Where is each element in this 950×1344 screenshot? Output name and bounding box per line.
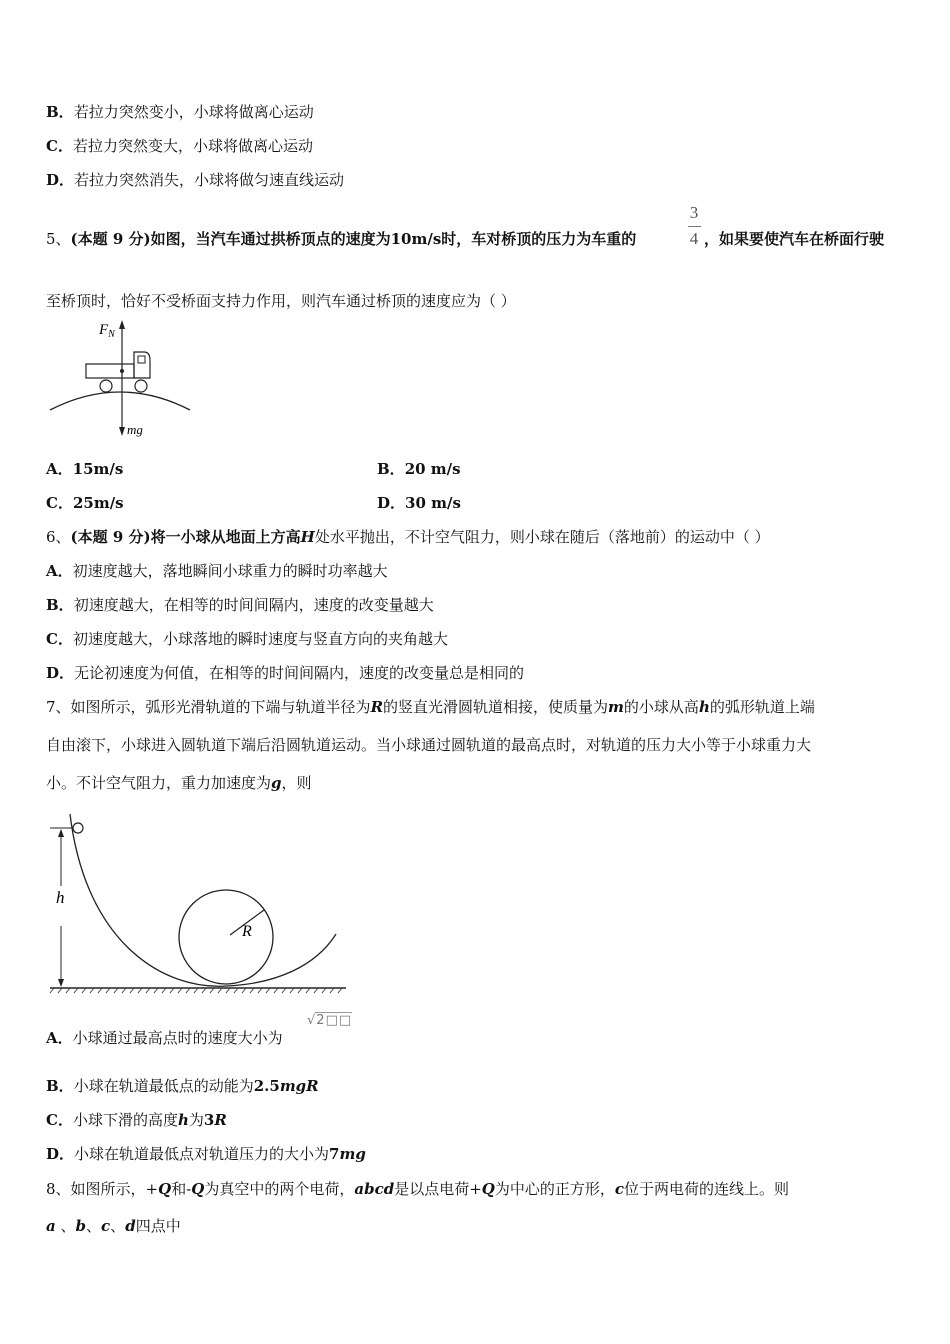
truck-wheel-front xyxy=(135,380,147,392)
option-text: 小球下滑的高度 xyxy=(72,1111,178,1129)
q5-head: (本题 9 分)如图，当汽车通过拱桥顶点的速度为 xyxy=(70,230,391,248)
curved-track xyxy=(70,814,336,986)
loop-track-figure xyxy=(46,806,356,1006)
q8-sep: 、 xyxy=(110,1217,126,1235)
q6-head: (本题 9 分)将一小球从地面上方高 xyxy=(70,528,301,546)
q8-text: 如图所示，+ xyxy=(70,1180,159,1198)
sqrt-formula xyxy=(307,1013,352,1028)
option-label: C． xyxy=(46,137,73,155)
fraction-numerator: 3 xyxy=(689,203,699,222)
q7-var-m: m xyxy=(608,698,624,716)
q8-sep: 、 xyxy=(86,1217,102,1235)
option-label: B． xyxy=(46,1077,74,1095)
q5-stem-line1 xyxy=(46,229,636,249)
q6-option-a xyxy=(46,561,388,581)
option-text: 小球在轨道最低点对轨道压力的大小为 xyxy=(74,1145,330,1163)
question-number: 8、 xyxy=(46,1180,71,1198)
option-value: 7 xyxy=(329,1145,340,1163)
option-text: 若拉力突然消失，小球将做匀速直线运动 xyxy=(74,171,345,189)
loop-circle xyxy=(179,890,273,984)
option-label: A． xyxy=(46,1029,73,1047)
option-value-italic: R xyxy=(214,1111,227,1129)
q6-tail: 处水平抛出，不计空气阻力，则小球在随后（落地前）的运动中（ ） xyxy=(314,528,770,546)
q6-option-d xyxy=(46,663,524,683)
q7-text: 的弧形轨道上端 xyxy=(709,698,815,716)
truck-bed xyxy=(86,364,134,378)
mg-label: mg xyxy=(127,422,143,437)
q6-H: H xyxy=(300,528,315,546)
q7-text: 自由滚下，小球进入圆轨道下端后沿圆轨道运动。当小球通过圆轨道的最高点时，对轨道的压力大小等于小球重力大 xyxy=(46,736,812,754)
option-text: 若拉力突然变小，小球将做离心运动 xyxy=(73,103,314,121)
q7-var-h: h xyxy=(698,698,710,716)
sqrt-radicand: 2□□ xyxy=(316,1013,353,1028)
option-value-italic: mg xyxy=(339,1145,366,1163)
option-label: D． xyxy=(46,171,75,189)
q8-var-Q: Q xyxy=(158,1180,172,1198)
bridge-arch xyxy=(50,392,190,410)
option-label: B． xyxy=(377,460,405,478)
q7-var-g: g xyxy=(271,774,282,792)
q8-text: 四点中 xyxy=(135,1217,181,1235)
q5-option-d xyxy=(377,493,461,513)
q5-line2: 至桥顶时，恰好不受桥面支持力作用，则汽车通过桥顶的速度应为（ ） xyxy=(46,292,516,310)
question-number: 7、 xyxy=(46,698,71,716)
option-value-italic: mgR xyxy=(279,1077,319,1095)
option-text: 15m/s xyxy=(72,460,124,478)
q6-stem xyxy=(46,527,770,547)
height-label: h xyxy=(56,888,65,907)
truck-wheel-rear xyxy=(100,380,112,392)
q4-option-b xyxy=(46,102,314,122)
q7-stem-line1 xyxy=(46,697,815,717)
fraction-denominator: 4 xyxy=(689,229,699,248)
q8-text: 是以点电荷+ xyxy=(394,1180,482,1198)
option-text: 小球通过最高点时的速度大小为 xyxy=(72,1029,283,1047)
q7-text: 的小球从高 xyxy=(623,698,699,716)
option-label: A． xyxy=(46,562,73,580)
ball xyxy=(73,823,83,833)
q5-tail: ，如果要使汽车在桥面行驶 xyxy=(704,230,885,248)
q4-option-c xyxy=(46,136,313,156)
mg-arrow-head xyxy=(119,427,125,436)
q7-stem-line3 xyxy=(46,773,312,793)
q7-option-d xyxy=(46,1144,366,1164)
option-text: 若拉力突然变大，小球将做离心运动 xyxy=(72,137,313,155)
q8-stem-line2 xyxy=(46,1216,181,1236)
q7-text: 的竖直光滑圆轨道相接，使质量为 xyxy=(383,698,609,716)
q8-text: 为真空中的两个电荷， xyxy=(204,1180,355,1198)
option-text: 20 m/s xyxy=(404,460,461,478)
option-text: 初速度越大，小球落地的瞬时速度与竖直方向的夹角越大 xyxy=(72,630,448,648)
q7-var-R: R xyxy=(370,698,384,716)
sqrt-icon: √ xyxy=(307,1013,316,1028)
fn-label: $F_N$ xyxy=(99,322,115,340)
option-label: D． xyxy=(377,494,406,512)
q6-option-c xyxy=(46,629,448,649)
option-text-mid: 为 xyxy=(188,1111,204,1129)
question-number: 6、 xyxy=(46,528,71,546)
q7-text: 如图所示，弧形光滑轨道的下端与轨道半径为 xyxy=(70,698,371,716)
q8-text: 位于两电荷的连线上。则 xyxy=(624,1180,790,1198)
q7-option-c xyxy=(46,1110,227,1130)
question-number: 5、 xyxy=(46,230,71,248)
radius-label: R xyxy=(242,923,252,940)
q4-option-d xyxy=(46,170,344,190)
option-label: C． xyxy=(46,1111,73,1129)
option-label: A． xyxy=(46,460,73,478)
q8-var-Q: Q xyxy=(191,1180,205,1198)
q8-var-b: b xyxy=(75,1217,87,1235)
q7-text: 小。不计空气阻力，重力加速度为 xyxy=(46,774,272,792)
truck-window xyxy=(138,356,145,363)
option-label: D． xyxy=(46,1145,75,1163)
q8-var-Q: Q xyxy=(481,1180,495,1198)
bridge-car-figure xyxy=(46,318,206,443)
height-arrow-bottom xyxy=(58,979,64,987)
q6-option-b xyxy=(46,595,434,615)
q8-var-c: c xyxy=(614,1180,625,1198)
q7-option-b xyxy=(46,1076,319,1096)
option-value: 2.5 xyxy=(253,1077,280,1095)
q5-option-c xyxy=(46,493,124,513)
center-of-mass-dot xyxy=(120,369,124,373)
option-var-h: h xyxy=(177,1111,189,1129)
height-arrow-top xyxy=(58,829,64,837)
option-value: 3 xyxy=(203,1111,215,1129)
q8-text: 和- xyxy=(171,1180,192,1198)
q8-stem-line1 xyxy=(46,1179,789,1199)
fn-arrow-head xyxy=(119,320,125,329)
q5-mid: 时，车对桥顶的压力为车重的 xyxy=(441,230,637,248)
q8-var-c: c xyxy=(101,1217,111,1235)
option-text: 初速度越大，落地瞬间小球重力的瞬时功率越大 xyxy=(72,562,388,580)
option-text: 小球在轨道最低点的动能为 xyxy=(73,1077,254,1095)
q7-option-a xyxy=(46,1028,283,1048)
option-label: C． xyxy=(46,630,73,648)
option-text: 30 m/s xyxy=(405,494,461,512)
q8-var-d: d xyxy=(125,1217,136,1235)
option-label: B． xyxy=(46,103,74,121)
option-label: C． xyxy=(46,494,73,512)
option-text: 无论初速度为何值，在相等的时间间隔内，速度的改变量总是相同的 xyxy=(74,664,525,682)
q5-stem-line2 xyxy=(46,291,516,311)
q8-var-a: a xyxy=(46,1217,56,1235)
q5-stem-tail xyxy=(704,229,884,249)
q7-stem-line2 xyxy=(46,735,811,755)
option-label: B． xyxy=(46,596,74,614)
option-text: 25m/s xyxy=(72,494,124,512)
option-text: 初速度越大，在相等的时间间隔内，速度的改变量越大 xyxy=(73,596,434,614)
q8-sep: 、 xyxy=(55,1217,76,1235)
q8-var-abcd: abcd xyxy=(354,1180,395,1198)
q5-speed: 10m/s xyxy=(390,230,442,248)
q8-text: 为中心的正方形， xyxy=(494,1180,615,1198)
q5-option-a xyxy=(46,459,123,479)
option-label: D． xyxy=(46,664,75,682)
q7-text: ，则 xyxy=(281,774,312,792)
fraction-bar xyxy=(688,226,701,227)
q5-option-b xyxy=(377,459,461,479)
